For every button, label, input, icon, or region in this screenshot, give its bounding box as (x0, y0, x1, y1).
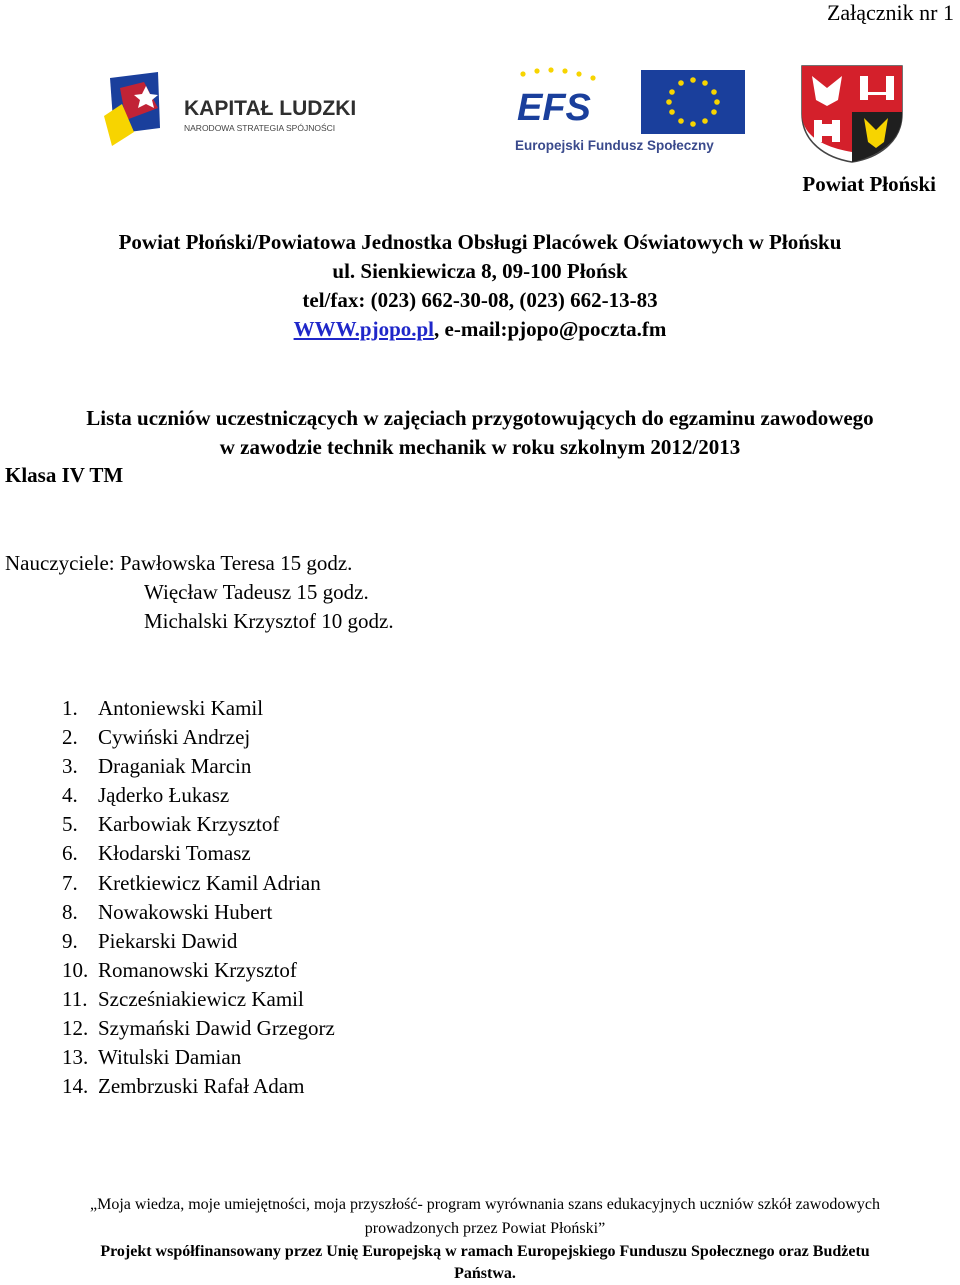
list-item (62, 694, 335, 723)
list-item-number: 3. (62, 754, 78, 779)
list-item-name: Karbowiak Krzysztof (98, 812, 280, 837)
class-label: Klasa IV TM (5, 463, 124, 487)
program-footer (10, 1193, 960, 1241)
list-item-name: Kretkiewicz Kamil Adrian (98, 870, 321, 895)
list-item (62, 839, 335, 868)
list-item-name: Zembrzuski Rafał Adam (98, 1074, 305, 1099)
list-item-number: 9. (62, 928, 78, 953)
cofinance-line-2: Państwa. (454, 1265, 516, 1282)
teacher-line-2: Więcław Tadeusz 15 godz. (144, 580, 369, 604)
list-item (62, 985, 335, 1014)
list-item-number: 8. (62, 899, 78, 924)
teachers-block (5, 549, 394, 636)
list-item-number: 1. (62, 696, 78, 720)
cofinance-footer (10, 1241, 960, 1285)
coat-of-arms-icon (798, 62, 908, 164)
title-line-2: w zawodzie technik mechanik w roku szkolnym 2012/2013 (219, 435, 741, 459)
list-item (62, 810, 335, 839)
list-item-name: Romanowski Krzysztof (98, 957, 297, 982)
list-item-name: Nowakowski Hubert (98, 899, 273, 924)
list-item-number: 10. (62, 957, 89, 982)
list-item-name: Jąderko Łukasz (98, 783, 230, 808)
website-link[interactable]: WWW.pjopo.pl (293, 317, 435, 341)
county-label: Powiat Płoński (802, 172, 936, 196)
kapital-ludzki-name: KAPITAŁ LUDZKI (184, 97, 357, 120)
teacher-line-3: Michalski Krzysztof 10 godz. (144, 609, 394, 633)
document-title (0, 404, 960, 462)
list-item-name: Kłodarski Tomasz (98, 841, 251, 866)
institution-header (0, 228, 960, 344)
list-item-number: 2. (62, 725, 78, 750)
list-item-name: Draganiak Marcin (98, 754, 252, 779)
institution-phone: tel/fax: (023) 662-30-08, (023) 662-13-83 (302, 288, 658, 312)
list-item (62, 898, 335, 927)
list-item-number: 13. (62, 1045, 89, 1070)
list-item (62, 956, 335, 985)
list-item (62, 1014, 335, 1043)
list-item (62, 1072, 335, 1101)
title-line-1: Lista uczniów uczestniczących w zajęciach przygotowujących do egzaminu zawodowego (86, 406, 874, 430)
email-text: , e-mail:pjopo@poczta.fm (434, 317, 667, 341)
list-item-name: Cywiński Andrzej (98, 725, 251, 750)
list-item-number: 7. (62, 870, 78, 895)
list-item-number: 5. (62, 812, 78, 837)
list-item (62, 927, 335, 956)
list-item-name: Witulski Damian (98, 1045, 242, 1070)
list-item (62, 781, 335, 810)
kapital-ludzki-subtitle: NARODOWA STRATEGIA SPÓJNOŚCI (184, 123, 336, 133)
list-item-number: 12. (62, 1016, 89, 1041)
list-item-number: 4. (62, 783, 78, 808)
list-item-number: 14. (62, 1074, 89, 1099)
list-item (62, 723, 335, 752)
cofinance-line-1: Projekt współfinansowany przez Unię Europejską w ramach Europejskiego Funduszu Społecznego oraz Budżetu (100, 1243, 870, 1260)
kapital-ludzki-logo (100, 68, 410, 158)
institution-name: Powiat Płoński/Powiatowa Jednostka Obsługi Placówek Oświatowych w Płońsku (118, 230, 842, 254)
list-item-number: 11. (62, 986, 88, 1011)
list-item-name: Antoniewski Kamil (98, 696, 264, 720)
list-item (62, 752, 335, 781)
attachment-label: Załącznik nr 1 (826, 0, 954, 25)
institution-contact (0, 315, 960, 344)
list-item-name: Szymański Dawid Grzegorz (98, 1016, 335, 1041)
program-line-1: „Moja wiedza, moje umiejętności, moja przyszłość- program wyrównania szans edukacyjnych uczniów szkół zawodowych (90, 1196, 880, 1213)
efs-subtitle: Europejski Fundusz Społeczny (515, 138, 714, 153)
list-item (62, 1043, 335, 1072)
teacher-line-1: Nauczyciele: Pawłowska Teresa 15 godz. (5, 551, 353, 575)
list-item (62, 869, 335, 898)
program-line-2: prowadzonych przez Powiat Płoński” (364, 1220, 606, 1237)
list-item-number: 6. (62, 841, 78, 866)
list-item-name: Piekarski Dawid (98, 928, 238, 953)
institution-address: ul. Sienkiewicza 8, 09-100 Płońsk (332, 259, 628, 283)
efs-name: EFS (517, 87, 591, 129)
student-list (62, 694, 335, 1101)
list-item-name: Szcześniakiewicz Kamil (98, 986, 304, 1011)
efs-logo (505, 62, 755, 162)
